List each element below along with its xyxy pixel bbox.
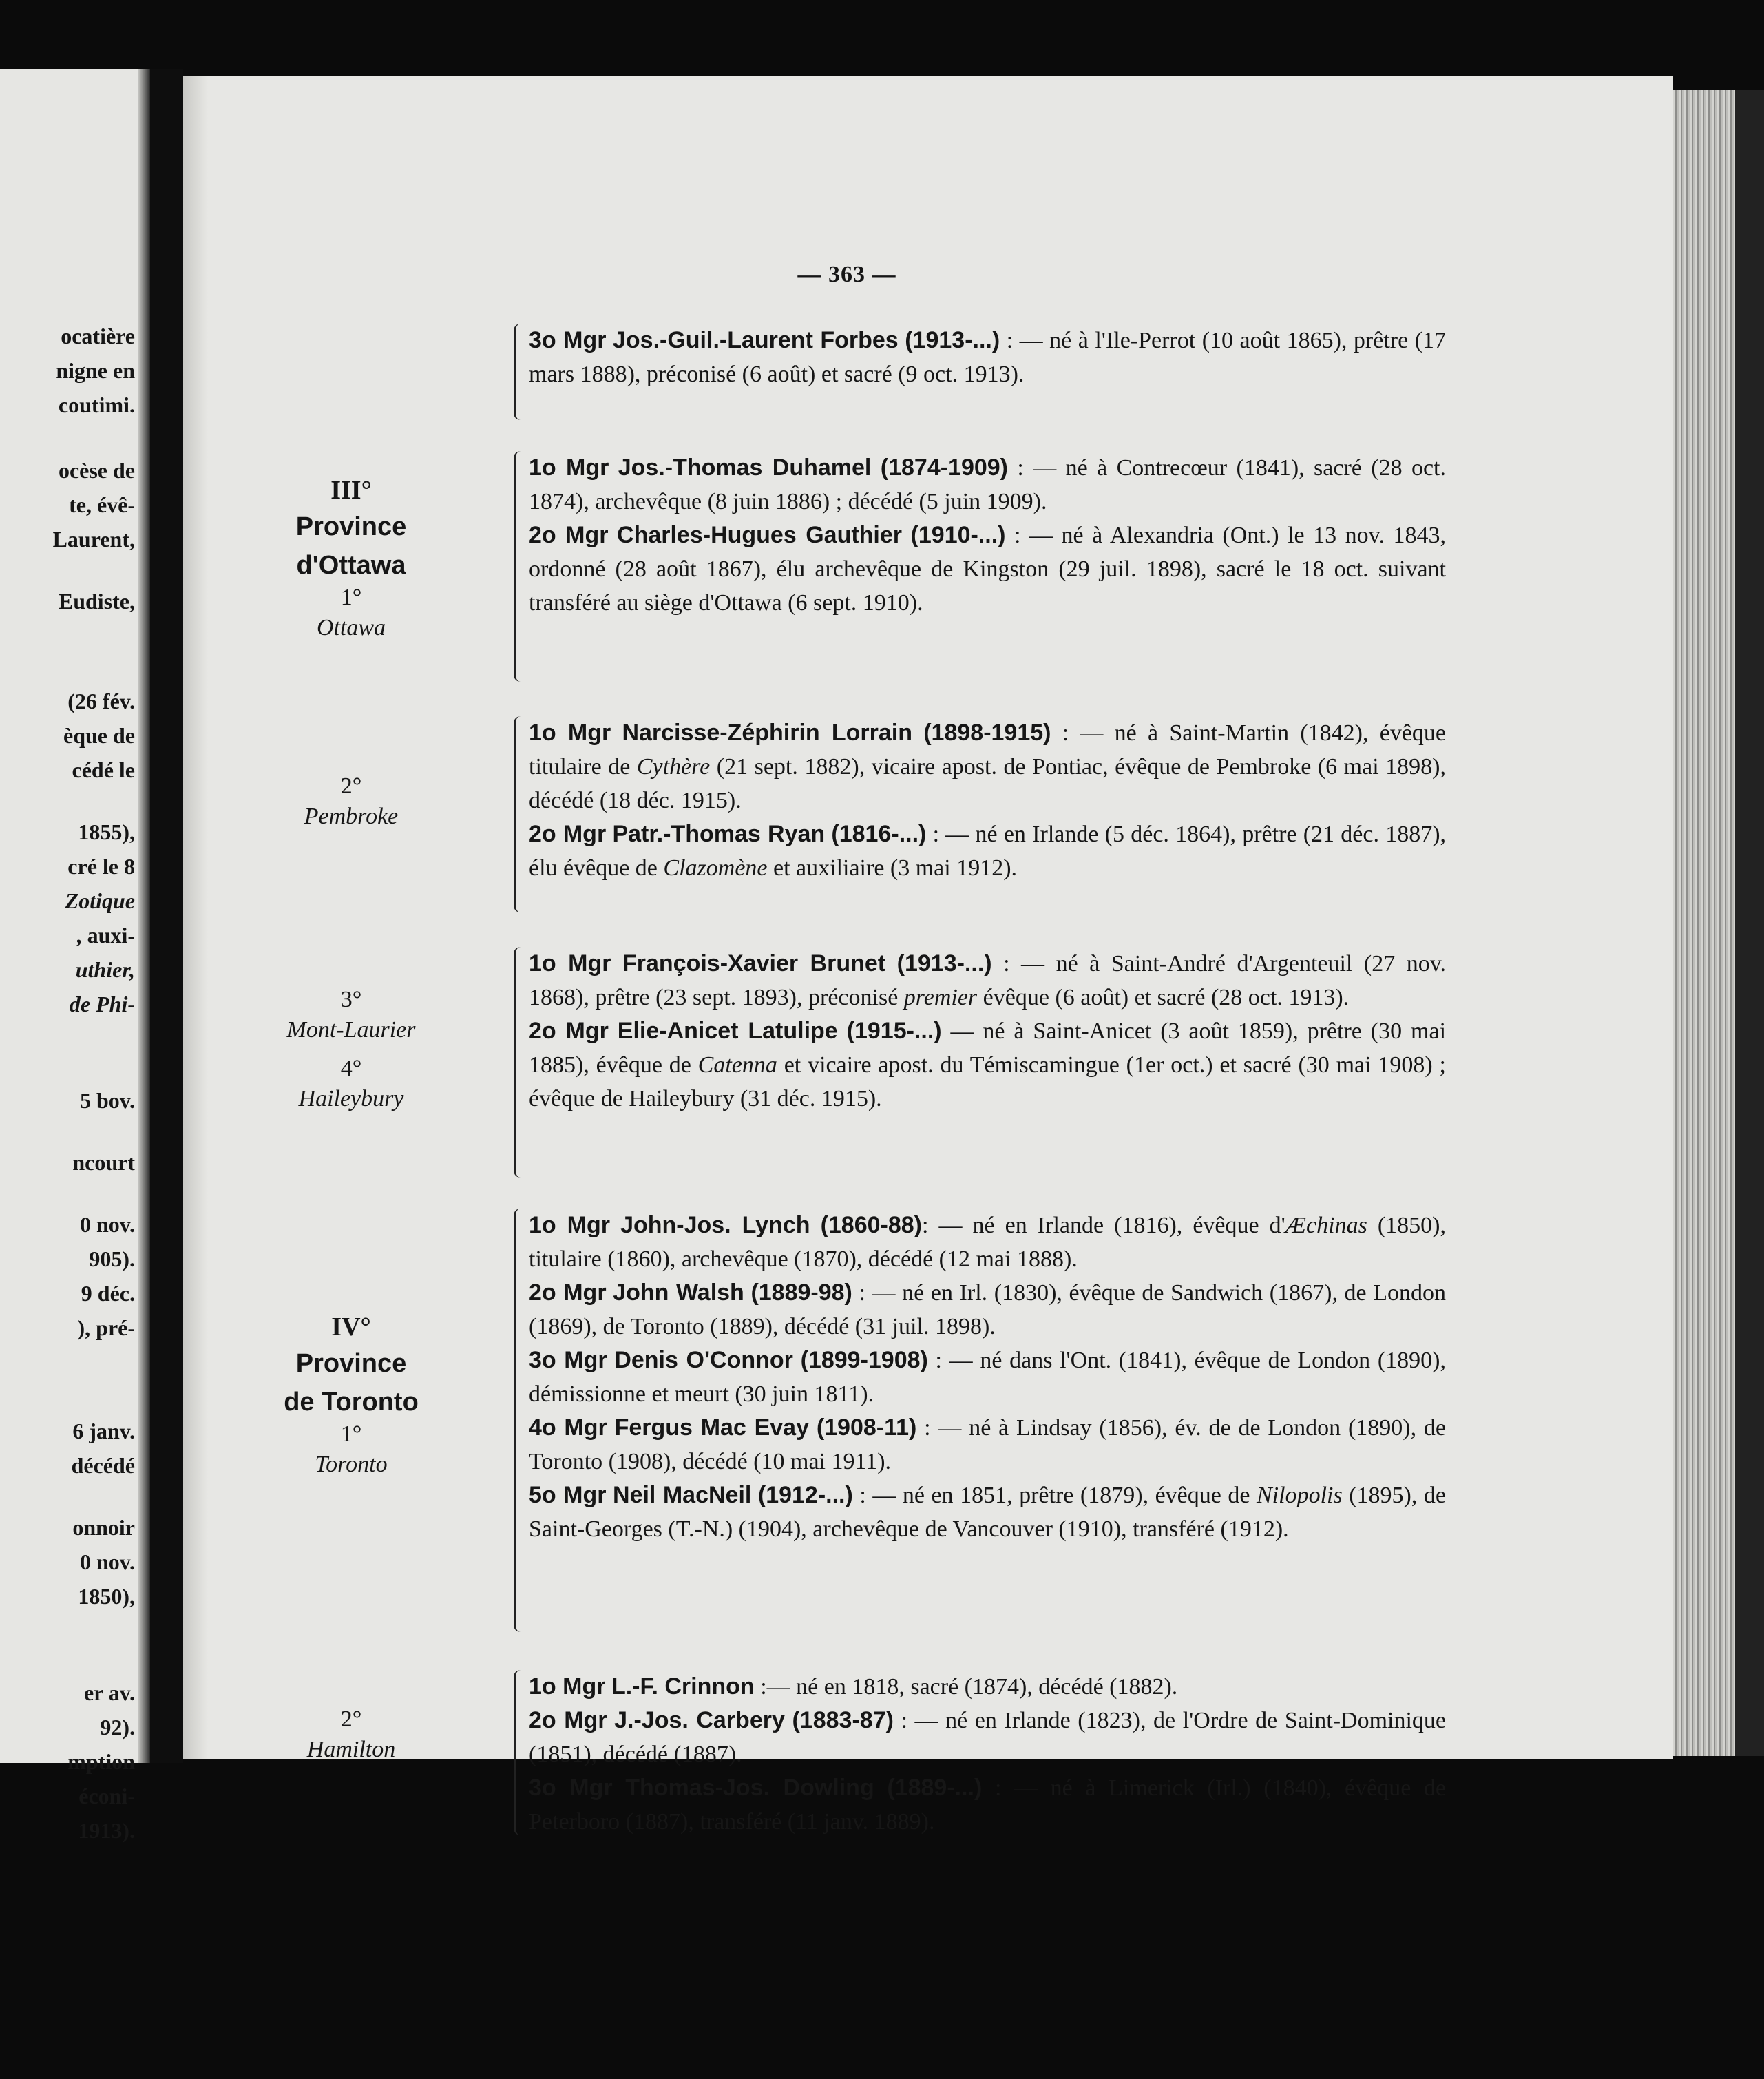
entry-biography: : — né à Alexandria (Ont.) le 13 nov. 1843, ordonné (28 août 1867), élu archevêque de Kingston (29 juil. 1898), sacré le 18 oct. suivant transféré au siège d'Ottawa (6 sept. 1910). [529,523,1447,616]
diocese-mont-laurier-heading [248,985,454,1045]
bishop-entry [529,1014,1446,1116]
entry-ordinal: 5o Mgr [529,1482,607,1508]
diocese-name: Toronto [315,1452,388,1477]
entry-ordinal: 3o Mgr [529,327,607,353]
episcopate-dates: (1860-88) [820,1212,922,1238]
episcopate-dates: (1913-...) [905,327,1000,353]
diocese-number: 2° [340,1706,362,1732]
entry-italic-title: Cythère [636,754,711,780]
entry-ordinal: 2o Mgr [529,1018,609,1044]
province-toronto-heading [248,1312,454,1480]
entry-ordinal: 3o Mgr [529,1347,607,1373]
episcopate-dates: (1816-...) [831,821,927,847]
left-page-text-fragment: 905). [89,1246,135,1271]
province-name-line2: de Toronto [284,1388,419,1417]
diocese-number: 1° [340,585,362,610]
diocese-number: 1° [340,1421,362,1447]
diocese-hamilton-heading [248,1704,454,1765]
entry-biography: — né à Saint-Anicet (3 août 1859), prêtre (30 mai 1885), évêque de [529,1018,1447,1078]
entry-biography: : — né à Lindsay (1856), év. de de London (1890), de Toronto (1908), décédé (10 mai 1911). [529,1415,1446,1474]
entry-ordinal: 1o Mgr [529,1673,606,1700]
province-roman-numeral: IV° [331,1313,371,1341]
left-page-text-fragment: 5 bov. [79,1088,135,1113]
episcopate-dates: (1889-98) [750,1279,852,1306]
entry-ordinal: 4o Mgr [529,1414,607,1441]
left-page-text-fragment: cédé le [72,758,135,782]
page-stack-edge [1673,90,1742,1756]
page-fold-shadow [138,69,150,1763]
bishop-name: Thomas-Jos. Dowling [625,1775,874,1801]
bishop-entry [529,324,1446,391]
province-name-line1: Province [295,1349,407,1378]
bishop-name: Narcisse-Zéphirin Lorrain [622,720,912,746]
entry-biography: : — né à Saint-André d'Argenteuil (27 nov. 1868), prêtre (23 sept. 1893), préconisé [529,951,1447,1010]
entry-italic-title: Catenna [697,1052,777,1078]
episcopate-dates: (1898-1915) [923,720,1051,746]
diocese-pembroke-heading [248,771,454,832]
left-page-text-fragment: 9 déc. [81,1281,135,1306]
entry-biography: : — né à Saint-Martin (1842), évêque titulaire de [529,720,1447,780]
bishop-entries-section [510,947,1446,1116]
page-inner-shadow [183,76,208,1759]
left-page-text-fragment: uthier, [75,957,135,982]
bishop-entry [529,1670,1446,1704]
entry-biography: : — né à l'Ile-Perrot (10 août 1865), prêtre (17 mars 1888), préconisé (6 août) et sacré (9 oct. 1913). [529,328,1447,387]
bishop-name: Fergus Mac Evay [614,1414,809,1441]
diocese-name: Ottawa [316,615,386,640]
episcopate-dates: (1874-1909) [880,455,1009,481]
episcopate-dates: (1912-...) [757,1482,853,1508]
entry-biography-continued: et auxiliaire (3 mai 1912). [767,855,1018,881]
entry-biography-continued: (1850), titulaire (1860), archevêque (1870), décédé (12 mai 1888). [529,1213,1446,1272]
entry-biography: : — né dans l'Ont. (1841), évêque de London (1890), démissionne et meurt (30 juin 1811). [529,1348,1446,1407]
bishop-name: Jos.-Thomas Duhamel [618,455,872,481]
left-page-text-fragment: onnoir [72,1515,135,1540]
left-page-text-fragment: nigne en [56,358,135,383]
episcopate-dates: (1883-87) [792,1707,894,1733]
entry-ordinal: 1o Mgr [529,720,611,746]
left-page-text-fragment: ), pré- [77,1315,135,1340]
entry-biography-continued: (21 sept. 1882), vicaire apost. de Pontiac, évêque de Pembroke (6 mai 1898), décédé (18 déc. 1915). [529,754,1447,813]
bishop-name: Patr.-Thomas Ryan [612,821,826,847]
left-page-text-fragment: 6 janv. [72,1419,135,1443]
entry-ordinal: 1o Mgr [529,950,611,976]
left-page-text-fragment: 0 nov. [79,1212,135,1237]
left-page-text-fragment: Laurent, [52,527,135,552]
bishop-entry [529,817,1446,885]
entry-italic-title: Æchinas [1285,1213,1367,1238]
page-number: — 363 — [797,262,896,287]
left-page-text-fragment: cré le 8 [67,854,135,879]
province-name-line2: d'Ottawa [296,551,406,580]
bishop-entry [529,1479,1446,1546]
province-ottawa-heading [248,475,454,643]
entry-ordinal: 1o Mgr [529,1212,610,1238]
bishop-name: J.-Jos. Carbery [614,1707,785,1733]
episcopate-dates: (1889-...) [887,1775,983,1801]
diocese-name: Mont-Laurier [286,1017,416,1043]
diocese-name: Hamilton [306,1737,396,1762]
entry-ordinal: 2o Mgr [529,522,609,548]
left-page-text-fragment: ncourt [72,1150,135,1175]
diocese-number: 3° [340,987,362,1012]
bishop-entries-section [510,451,1446,620]
diocese-number: 2° [340,773,362,799]
bishop-name: Jos.-Guil.-Laurent Forbes [612,327,899,353]
left-page-text-fragment: 0 nov. [79,1549,135,1574]
left-page-text-fragment: (26 fév. [67,689,135,713]
bishop-name: L.-F. Crinnon [611,1673,755,1700]
left-page-text-fragment: 1855), [78,819,135,844]
left-page-text-fragment: mption [67,1749,135,1774]
diocese-name: Haileybury [298,1086,404,1111]
episcopate-dates: (1915-...) [846,1018,942,1044]
left-page-text-fragment: ocèse de [58,458,135,483]
entry-biography: :— né en 1818, sacré (1874), décédé (1882). [754,1674,1178,1700]
entry-italic-title: Nilopolis [1257,1483,1343,1508]
bishop-name: John Walsh [613,1279,744,1306]
left-page-text-fragment: Eudiste, [58,589,135,614]
bishop-entry [529,716,1446,817]
left-page-text-fragment: coutimi. [58,393,135,417]
left-page-text-fragment: Zotique [65,888,135,913]
left-page-text-fragment: 1913). [78,1818,135,1843]
bishop-entry [529,1344,1446,1411]
entry-biography: : — né à Limerick (Irl.) (1840), évêque de Peterboro (1887), transféré (11 janv. 1889). [529,1775,1447,1835]
entry-ordinal: 2o Mgr [529,1279,607,1306]
left-page-text-fragment: 92). [100,1715,135,1740]
entry-biography: : — né en 1851, prêtre (1879), évêque de [852,1483,1257,1508]
province-roman-numeral: III° [330,476,372,505]
bishop-entry [529,519,1446,620]
episcopate-dates: (1899-1908) [800,1347,928,1373]
bishop-name: Neil MacNeil [613,1482,752,1508]
left-page-text-fragment: er av. [83,1680,135,1705]
entry-italic-title: premier [903,985,978,1010]
bishop-entry [529,1771,1446,1839]
episcopate-dates: (1908-11) [816,1414,917,1441]
bishop-entries-section [510,1670,1446,1839]
previous-page-edge [0,69,150,1843]
book-gutter [150,69,183,1763]
episcopate-dates: (1913-...) [896,950,992,976]
entry-biography: : — né en Irlande (1816), évêque d' [921,1213,1285,1238]
entry-italic-title: Clazomène [663,855,768,881]
bishop-entries-section [510,1209,1446,1546]
bishop-entry [529,1209,1446,1276]
bishop-entry [529,1704,1446,1771]
diocese-haileybury-heading [248,1054,454,1114]
bishop-entry [529,451,1446,519]
entry-biography: : — né en Irlande (5 déc. 1864), prêtre (21 déc. 1887), élu évêque de [529,822,1447,881]
entry-biography: : — né en Irl. (1830), évêque de Sandwich (1867), de London (1869), de Toronto (1889), décédé (31 juil. 1898). [529,1280,1447,1339]
left-page-text-fragment: , auxi- [76,923,135,948]
page-stack-shadow [1735,90,1764,1756]
bishop-entry [529,947,1446,1014]
bishop-name: John-Jos. Lynch [620,1212,810,1238]
episcopate-dates: (1910-...) [910,522,1006,548]
diocese-number: 4° [340,1056,362,1081]
entry-biography-continued: évêque (6 août) et sacré (28 oct. 1913). [977,985,1350,1010]
bishop-name: Denis O'Connor [614,1347,793,1373]
bishop-entries-section [510,324,1446,391]
entry-biography: : — né à Contrecœur (1841), sacré (28 oct. 1874), archevêque (8 juin 1886) ; décédé (5 juin 1909). [529,455,1446,514]
entry-ordinal: 1o Mgr [529,455,609,481]
bishop-entries-section [510,716,1446,885]
bishop-name: François-Xavier Brunet [622,950,886,976]
left-page-text-fragment: èque de [63,723,135,748]
bishop-name: Elie-Anicet Latulipe [617,1018,838,1044]
left-page-text-fragment: de Phi- [69,992,135,1016]
bishop-entry [529,1411,1446,1479]
left-page-text-fragment: ocatière [61,324,135,348]
left-page-text-fragment: éconi- [78,1784,135,1808]
entry-ordinal: 2o Mgr [529,821,607,847]
left-page-text-fragment: décédé [71,1453,135,1478]
entry-biography-continued: (1895), de Saint-Georges (T.-N.) (1904), archevêque de Vancouver (1910), transféré (1912). [529,1483,1446,1542]
left-page-text-fragment: 1850), [78,1584,135,1609]
entry-biography: : — né en Irlande (1823), de l'Ordre de Saint-Dominique (1851), décédé (1887). [529,1708,1447,1767]
province-name-line1: Province [295,512,407,541]
entry-ordinal: 2o Mgr [529,1707,607,1733]
bishop-name: Charles-Hugues Gauthier [617,522,903,548]
bishop-entry [529,1276,1446,1344]
left-page-text-fragment: te, évê- [69,492,135,517]
diocese-name: Pembroke [304,804,399,829]
entry-biography-continued: et vicaire apost. du Témiscamingue (1er oct.) et sacré (30 mai 1908) ; évêque de Haileybury (31 déc. 1915). [529,1052,1447,1111]
entry-ordinal: 3o Mgr [529,1775,613,1801]
